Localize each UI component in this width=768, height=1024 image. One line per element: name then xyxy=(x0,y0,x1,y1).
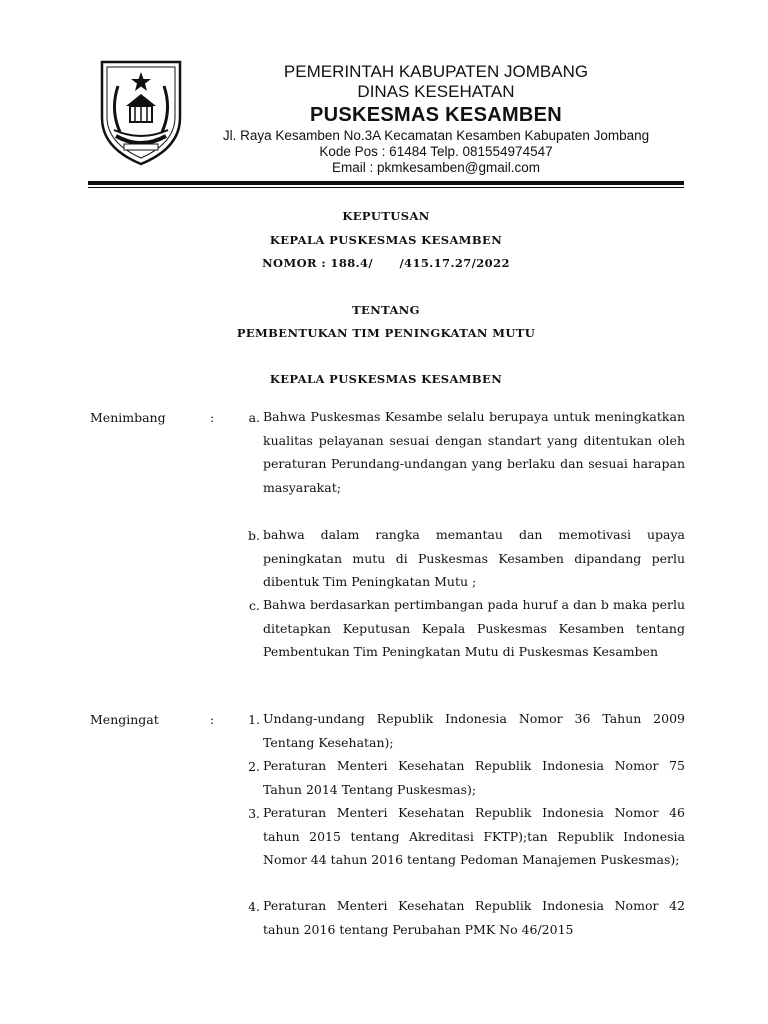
letterhead-divider xyxy=(88,181,684,185)
menimbang-marker-c: c. xyxy=(249,598,260,613)
mengingat-colon: : xyxy=(210,712,215,727)
mengingat-item-3: Peraturan Menteri Kesehatan Republik Indonesia Nomor 46 tahun 2015 tentang Akreditasi FKTP);tan Republik Indonesia Nomor 44 tahun 2016 tentang Pedoman Manajemen Puskesmas); xyxy=(263,805,685,867)
decree-subject: PEMBENTUKAN TIM PENINGKATAN MUTU xyxy=(236,326,536,340)
menimbang-item-a: Bahwa Puskesmas Kesambe selalu berupaya untuk meningkatkan kualitas pelayanan sesuai dengan standart yang ditentukan oleh peraturan Perundang-undangan yang berlaku dan sesuai harapan masyarakat; xyxy=(263,409,685,495)
mengingat-marker-3: 3. xyxy=(248,806,260,821)
menimbang-label: Menimbang xyxy=(90,410,166,425)
menimbang-item-c: Bahwa berdasarkan pertimbangan pada huruf a dan b maka perlu ditetapkan Keputusan Kepala Puskesmas Kesamben tentang Pembentukan Tim Peningkatan Mutu di Puskesmas Kesamben xyxy=(263,597,685,659)
mengingat-item-2: Peraturan Menteri Kesehatan Republik Indonesia Nomor 75 Tahun 2014 Tentang Puskesmas); xyxy=(263,758,685,797)
letterhead-government: PEMERINTAH KABUPATEN JOMBANG xyxy=(283,62,589,81)
mengingat-item-1: Undang-undang Republik Indonesia Nomor 36 Tahun 2009 Tentang Kesehatan); xyxy=(263,711,685,750)
decree-number: NOMOR : 188.4/ /415.17.27/2022 xyxy=(262,256,510,270)
mengingat-item-4: Peraturan Menteri Kesehatan Republik Indonesia Nomor 42 tahun 2016 tentang Perubahan PMK No 46/2015 xyxy=(263,898,685,937)
mengingat-marker-1: 1. xyxy=(248,712,260,727)
issuer-line: KEPALA PUSKESMAS KESAMBEN xyxy=(269,372,503,386)
menimbang-marker-a: a. xyxy=(248,410,260,425)
tentang-heading: TENTANG xyxy=(352,303,420,317)
mengingat-marker-2: 2. xyxy=(248,759,260,774)
kabupaten-jombang-emblem-icon xyxy=(94,60,188,166)
menimbang-item-b: bahwa dalam rangka memantau dan memotivasi upaya peningkatan mutu di Puskesmas Kesamben dipandang perlu dibentuk Tim Peningkatan Mutu ; xyxy=(263,527,685,589)
letterhead-email: Email : pkmkesamben@gmail.com xyxy=(331,160,541,175)
letterhead xyxy=(188,62,684,176)
letterhead-postal: Kode Pos : 61484 Telp. 081554974547 xyxy=(319,144,553,159)
menimbang-marker-b: b. xyxy=(248,528,260,543)
mengingat-label: Mengingat xyxy=(90,712,159,727)
letterhead-address: Jl. Raya Kesamben No.3A Kecamatan Kesamben Kabupaten Jombang xyxy=(222,128,650,143)
menimbang-colon: : xyxy=(210,410,215,425)
doc-type-heading: KEPUTUSAN xyxy=(342,209,430,223)
mengingat-marker-4: 4. xyxy=(248,899,260,914)
issuer-heading: KEPALA PUSKESMAS KESAMBEN xyxy=(269,233,503,247)
letterhead-institution: PUSKESMAS KESAMBEN xyxy=(309,104,563,126)
letterhead-department: DINAS KESEHATAN xyxy=(357,82,515,101)
letterhead-divider-thin xyxy=(88,187,684,188)
